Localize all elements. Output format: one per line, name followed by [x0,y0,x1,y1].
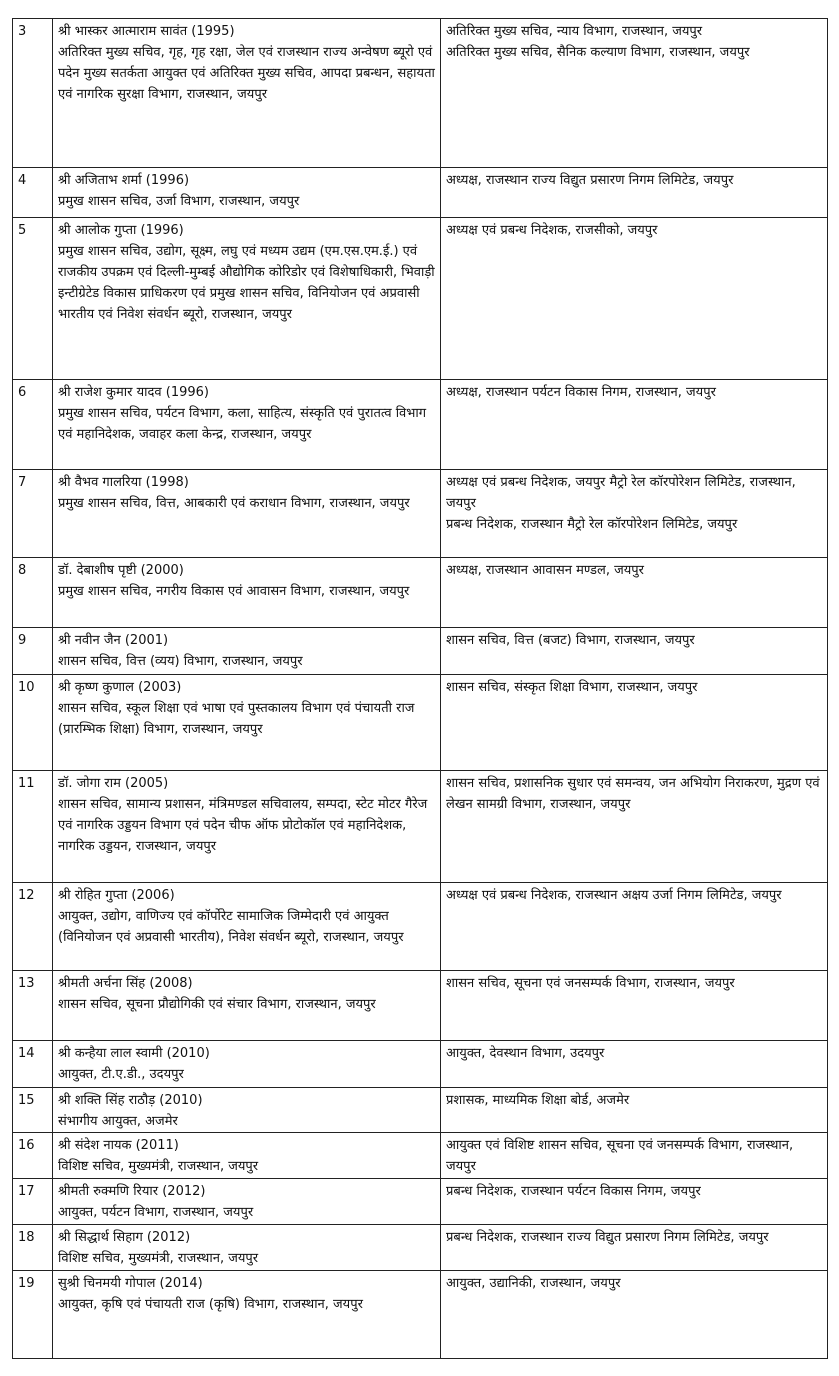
serial-number: 3 [13,19,53,168]
serial-number: 16 [13,1133,53,1179]
new-posting-cell [441,19,828,168]
table-row [13,1225,828,1271]
serial-number: 13 [13,971,53,1041]
new-posting-cell [441,883,828,971]
new-posting-cell [441,1041,828,1088]
table-row [13,883,828,971]
new-posting-cell [441,1225,828,1271]
officer-name: श्री राजेश कुमार यादव (1996) [58,385,209,400]
current-posting: शासन सचिव, स्कूल शिक्षा एवं भाषा एवं पुस्तकालय विभाग एवं पंचायती राज (प्रारम्भिक शिक्षा) विभाग, राजस्थान, जयपुर [58,701,415,737]
officer-cell [53,19,441,168]
serial-number: 5 [13,218,53,380]
new-posting: शासन सचिव, वित्त (बजट) विभाग, राजस्थान, जयपुर [446,633,695,648]
new-posting-cell [441,470,828,558]
table-row [13,168,828,218]
new-posting: शासन सचिव, संस्कृत शिक्षा विभाग, राजस्थान, जयपुर [446,680,698,695]
new-posting: अध्यक्ष एवं प्रबन्ध निदेशक, जयपुर मैट्रो रेल कॉरपोरेशन लिमिटेड, राजस्थान, जयपुर [446,475,796,511]
serial-number: 17 [13,1179,53,1225]
officer-cell [53,675,441,771]
officer-cell [53,971,441,1041]
current-posting: आयुक्त, पर्यटन विभाग, राजस्थान, जयपुर [58,1205,254,1220]
officer-cell [53,1225,441,1271]
current-posting: संभागीय आयुक्त, अजमेर [58,1114,178,1129]
new-posting-cell [441,1179,828,1225]
officer-cell [53,883,441,971]
officer-cell [53,1041,441,1088]
new-posting-cell [441,628,828,675]
officer-cell [53,168,441,218]
officer-name: श्री शक्ति सिंह राठौड़ (2010) [58,1093,203,1108]
new-posting: अध्यक्ष एवं प्रबन्ध निदेशक, राजसीको, जयपुर [446,223,658,238]
table-row [13,1179,828,1225]
serial-number: 18 [13,1225,53,1271]
table-row [13,470,828,558]
current-posting: शासन सचिव, वित्त (व्यय) विभाग, राजस्थान, जयपुर [58,654,303,669]
serial-number: 6 [13,380,53,470]
current-posting: प्रमुख शासन सचिव, पर्यटन विभाग, कला, साहित्य, संस्कृति एवं पुरातत्व विभाग एवं महानिदेशक, जवाहर कला केन्द्र, राजस्थान, जयपुर [58,406,427,442]
officer-name: श्री वैभव गालरिया (1998) [58,475,189,490]
new-posting: अध्यक्ष, राजस्थान आवासन मण्डल, जयपुर [446,563,644,578]
officer-cell [53,771,441,883]
officer-name: श्री आलोक गुप्ता (1996) [58,223,184,238]
table-row [13,1041,828,1088]
officer-cell [53,218,441,380]
current-posting: आयुक्त, उद्योग, वाणिज्य एवं कॉर्पोरेट सामाजिक जिम्मेदारी एवं आयुक्त (विनियोजन एवं अप्रवासी भारतीय), निवेश संवर्धन ब्यूरो, राजस्थान, जयपुर [58,909,404,945]
new-posting-cell [441,1271,828,1359]
current-posting: शासन सचिव, सामान्य प्रशासन, मंत्रिमण्डल सचिवालय, सम्पदा, स्टेट मोटर गैरेज एवं नागरिक उड्डयन विभाग एवं पदेन चीफ ऑफ प्रोटोकॉल एवं महानिदेशक, नागरिक उड्डयन, राजस्थान, जयपुर [58,797,428,854]
officer-cell [53,1088,441,1133]
new-posting: आयुक्त, देवस्थान विभाग, उदयपुर [446,1046,605,1061]
serial-number: 4 [13,168,53,218]
current-posting: आयुक्त, कृषि एवं पंचायती राज (कृषि) विभाग, राजस्थान, जयपुर [58,1297,363,1312]
new-posting: अध्यक्ष एवं प्रबन्ध निदेशक, राजस्थान अक्षय उर्जा निगम लिमिटेड, जयपुर [446,888,782,903]
officer-name: डॉ. देबाशीष पृष्टी (2000) [58,563,184,578]
officer-name: श्री रोहित गुप्ता (2006) [58,888,175,903]
current-posting: आयुक्त, टी.ए.डी., उदयपुर [58,1067,184,1082]
officer-name: श्री संदेश नायक (2011) [58,1138,179,1153]
table-row [13,1271,828,1359]
new-posting: अतिरिक्त मुख्य सचिव, सैनिक कल्याण विभाग, राजस्थान, जयपुर [446,45,750,60]
table-body [13,19,828,1359]
serial-number: 15 [13,1088,53,1133]
new-posting-cell [441,218,828,380]
officer-name: श्री भास्कर आत्माराम सावंत (1995) [58,24,235,39]
officer-name: श्री अजिताभ शर्मा (1996) [58,173,190,188]
new-posting: प्रबन्ध निदेशक, राजस्थान राज्य विद्युत प्रसारण निगम लिमिटेड, जयपुर [446,1230,769,1245]
new-posting-cell [441,971,828,1041]
officer-name: श्री कृष्ण कुणाल (2003) [58,680,182,695]
officer-cell [53,1271,441,1359]
officer-name: सुश्री चिनमयी गोपाल (2014) [58,1276,203,1291]
new-posting-cell [441,380,828,470]
table-row [13,19,828,168]
officer-cell [53,628,441,675]
serial-number: 7 [13,470,53,558]
new-posting: शासन सचिव, प्रशासनिक सुधार एवं समन्वय, जन अभियोग निराकरण, मुद्रण एवं लेखन सामग्री विभाग, राजस्थान, जयपुर [446,776,820,812]
officer-cell [53,1133,441,1179]
new-posting-cell [441,1133,828,1179]
table-row [13,971,828,1041]
table-row [13,1133,828,1179]
current-posting: प्रमुख शासन सचिव, वित्त, आबकारी एवं कराधान विभाग, राजस्थान, जयपुर [58,496,410,511]
table-row [13,218,828,380]
new-posting-cell [441,771,828,883]
officer-name: श्री सिद्धार्थ सिहाग (2012) [58,1230,191,1245]
new-posting: आयुक्त, उद्यानिकी, राजस्थान, जयपुर [446,1276,621,1291]
current-posting: प्रमुख शासन सचिव, नगरीय विकास एवं आवासन विभाग, राजस्थान, जयपुर [58,584,410,599]
officer-cell [53,558,441,628]
serial-number: 19 [13,1271,53,1359]
new-posting-cell [441,675,828,771]
officer-cell [53,470,441,558]
current-posting: प्रमुख शासन सचिव, उद्योग, सूक्ष्म, लघु एवं मध्यम उद्यम (एम.एस.एम.ई.) एवं राजकीय उपक्रम एवं दिल्ली-मुम्बई औद्योगिक कोरिडोर एवं विशेषाधिकारी, भिवाड़ी इन्टीग्रेटेड विकास प्राधिकरण एवं प्रमुख शासन सचिव, विनियोजन एवं अप्रवासी भारतीय एवं निवेश संवर्धन ब्यूरो, राजस्थान, जयपुर [58,244,435,322]
serial-number: 12 [13,883,53,971]
new-posting: अतिरिक्त मुख्य सचिव, न्याय विभाग, राजस्थान, जयपुर [446,24,703,39]
serial-number: 14 [13,1041,53,1088]
officer-cell [53,1179,441,1225]
transfer-order-table [12,18,828,1359]
serial-number: 10 [13,675,53,771]
current-posting: विशिष्ट सचिव, मुख्यमंत्री, राजस्थान, जयपुर [58,1251,259,1266]
officer-name: श्री नवीन जैन (2001) [58,633,169,648]
officer-name: श्रीमती रुक्मणि रियार (2012) [58,1184,206,1199]
new-posting: प्रशासक, माध्यमिक शिक्षा बोर्ड, अजमेर [446,1093,630,1108]
current-posting: अतिरिक्त मुख्य सचिव, गृह, गृह रक्षा, जेल एवं राजस्थान राज्य अन्वेषण ब्यूरो एवं पदेन मुख्य सतर्कता आयुक्त एवं अतिरिक्त मुख्य सचिव, आपदा प्रबन्धन, सहायता एवं नागरिक सुरक्षा विभाग, राजस्थान, जयपुर [58,45,435,102]
table-row [13,1088,828,1133]
officer-cell [53,380,441,470]
new-posting: अध्यक्ष, राजस्थान राज्य विद्युत प्रसारण निगम लिमिटेड, जयपुर [446,173,734,188]
officer-name: श्रीमती अर्चना सिंह (2008) [58,976,193,991]
table-row [13,380,828,470]
table-row [13,771,828,883]
current-posting: प्रमुख शासन सचिव, उर्जा विभाग, राजस्थान, जयपुर [58,194,300,209]
new-posting: शासन सचिव, सूचना एवं जनसम्पर्क विभाग, राजस्थान, जयपुर [446,976,735,991]
current-posting: शासन सचिव, सूचना प्रौद्योगिकी एवं संचार विभाग, राजस्थान, जयपुर [58,997,376,1012]
new-posting: आयुक्त एवं विशिष्ट शासन सचिव, सूचना एवं जनसम्पर्क विभाग, राजस्थान, जयपुर [446,1138,794,1174]
new-posting-cell [441,558,828,628]
new-posting-cell [441,168,828,218]
table-row [13,675,828,771]
new-posting: अध्यक्ष, राजस्थान पर्यटन विकास निगम, राजस्थान, जयपुर [446,385,716,400]
officer-name: डॉ. जोगा राम (2005) [58,776,169,791]
serial-number: 9 [13,628,53,675]
current-posting: विशिष्ट सचिव, मुख्यमंत्री, राजस्थान, जयपुर [58,1159,259,1174]
serial-number: 11 [13,771,53,883]
serial-number: 8 [13,558,53,628]
table-row [13,628,828,675]
new-posting-cell [441,1088,828,1133]
new-posting: प्रबन्ध निदेशक, राजस्थान पर्यटन विकास निगम, जयपुर [446,1184,701,1199]
officer-name: श्री कन्हैया लाल स्वामी (2010) [58,1046,210,1061]
table-row [13,558,828,628]
new-posting: प्रबन्ध निदेशक, राजस्थान मैट्रो रेल कॉरपोरेशन लिमिटेड, जयपुर [446,517,738,532]
